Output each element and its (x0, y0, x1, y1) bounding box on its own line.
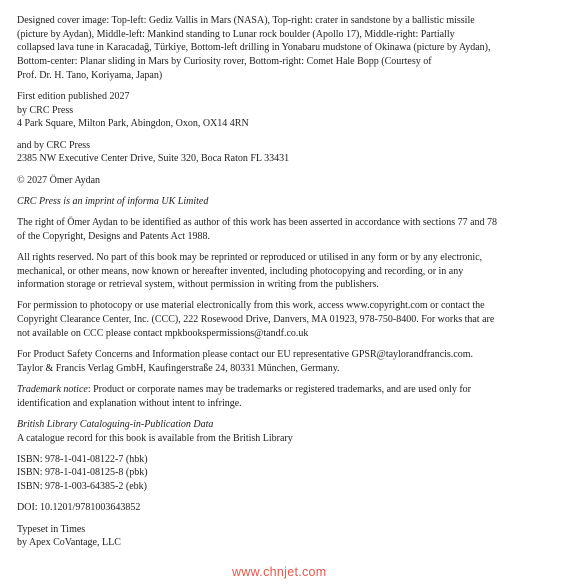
doi-block (17, 501, 552, 515)
cover-credits-line: Bottom-center: Planar sliding in Mars by Curiosity rover, Bottom-right: Comet Hale Bopp (Courtesy of (17, 56, 432, 68)
isbn-block (17, 453, 552, 494)
trademark-text: : Product or corporate names may be trademarks or registered trademarks, and are used only for (87, 383, 472, 395)
typesetter-line: by Apex CoVantage, LLC (17, 537, 121, 549)
cover-credits-line: (picture by Aydan), Middle-left: Mankind standing to Lunar rock boulder (Apollo 17), Middle-right: Partially (17, 28, 455, 40)
publisher-name: by CRC Press (17, 104, 74, 116)
author-rights-notice (17, 216, 552, 243)
all-rights-line: information storage or retrieval system, without permission in writing from the publishers. (17, 279, 379, 291)
product-safety-notice (17, 348, 552, 375)
copyright-page (17, 14, 552, 558)
trademark-line: identification and explanation without intent to infringe. (17, 397, 242, 409)
cover-credits-line: Designed cover image: Top-left: Gediz Vallis in Mars (NASA), Top-right: crater in sandstone by a ballistic missile (17, 15, 475, 26)
author-rights-line: of the Copyright, Designs and Patents Act 1988. (17, 230, 211, 242)
permission-notice (17, 299, 552, 340)
all-rights-line: All rights reserved. No part of this book may be reprinted or reproduced or utilised in any form or by any electronic, (17, 251, 483, 263)
trademark-line (17, 383, 552, 397)
first-edition-block (17, 90, 552, 131)
permission-line: Copyright Clearance Center, Inc. (CCC), 222 Rosewood Drive, Danvers, MA 01923, 978-750-8400. For works that are (17, 314, 495, 326)
copyright-line: © 2027 Ömer Aydan (17, 174, 101, 186)
us-publisher-name: and by CRC Press (17, 139, 91, 151)
product-safety-line: Taylor & Francis Verlag GmbH, Kaufingerstraße 24, 80331 München, Germany. (17, 362, 340, 374)
isbn-ebk: ISBN: 978-1-003-64385-2 (ebk) (17, 481, 147, 493)
all-rights-line: mechanical, or other means, now known or hereafter invented, including photocopying and recording, or in any (17, 265, 464, 277)
imprint-notice (17, 195, 552, 209)
product-safety-line: For Product Safety Concerns and Information please contact our EU representative GPSR@taylorandfrancis.com. (17, 349, 474, 361)
typeset-line: Typeset in Times (17, 523, 86, 535)
watermark-text: www.chnjet.com (232, 565, 327, 579)
author-rights-line: The right of Ömer Aydan to be identified as author of this work has been asserted in accordance with sections 77 and 78 (17, 216, 498, 228)
trademark-label: Trademark notice (17, 383, 88, 395)
cover-credits-line: Prof. Dr. H. Tano, Koriyama, Japan) (17, 69, 163, 81)
cip-block (17, 418, 552, 445)
trademark-notice (17, 383, 552, 410)
publisher-address-uk: 4 Park Square, Milton Park, Abingdon, Oxon, OX14 4RN (17, 118, 249, 130)
permission-line: not available on CCC please contact mpkbookspermissions@tandf.co.uk (17, 327, 309, 339)
imprint-line: CRC Press is an imprint of informa UK Limited (17, 195, 209, 207)
isbn-pbk: ISBN: 978-1-041-08125-8 (pbk) (17, 467, 148, 479)
us-publisher-block (17, 139, 552, 166)
cover-credits-line: collapsed lava tune in Karacadağ, Türkiye, Bottom-left drilling in Yonabaru mudstone of Okinawa (picture by Aydan), (17, 42, 491, 54)
cover-credits (17, 14, 552, 83)
cip-text: A catalogue record for this book is available from the British Library (17, 432, 293, 444)
cip-title: British Library Cataloguing-in-Publication Data (17, 418, 214, 430)
first-edition-line: First edition published 2027 (17, 91, 130, 103)
copyright-notice (17, 174, 552, 188)
all-rights-reserved (17, 251, 552, 292)
typeset-block (17, 523, 552, 550)
publisher-address-us: 2385 NW Executive Center Drive, Suite 320, Boca Raton FL 33431 (17, 153, 290, 165)
permission-line: For permission to photocopy or use material electronically from this work, access www.copyright.com or contact the (17, 300, 485, 312)
doi-line: DOI: 10.1201/9781003643852 (17, 502, 141, 514)
isbn-hbk: ISBN: 978-1-041-08122-7 (hbk) (17, 453, 148, 465)
